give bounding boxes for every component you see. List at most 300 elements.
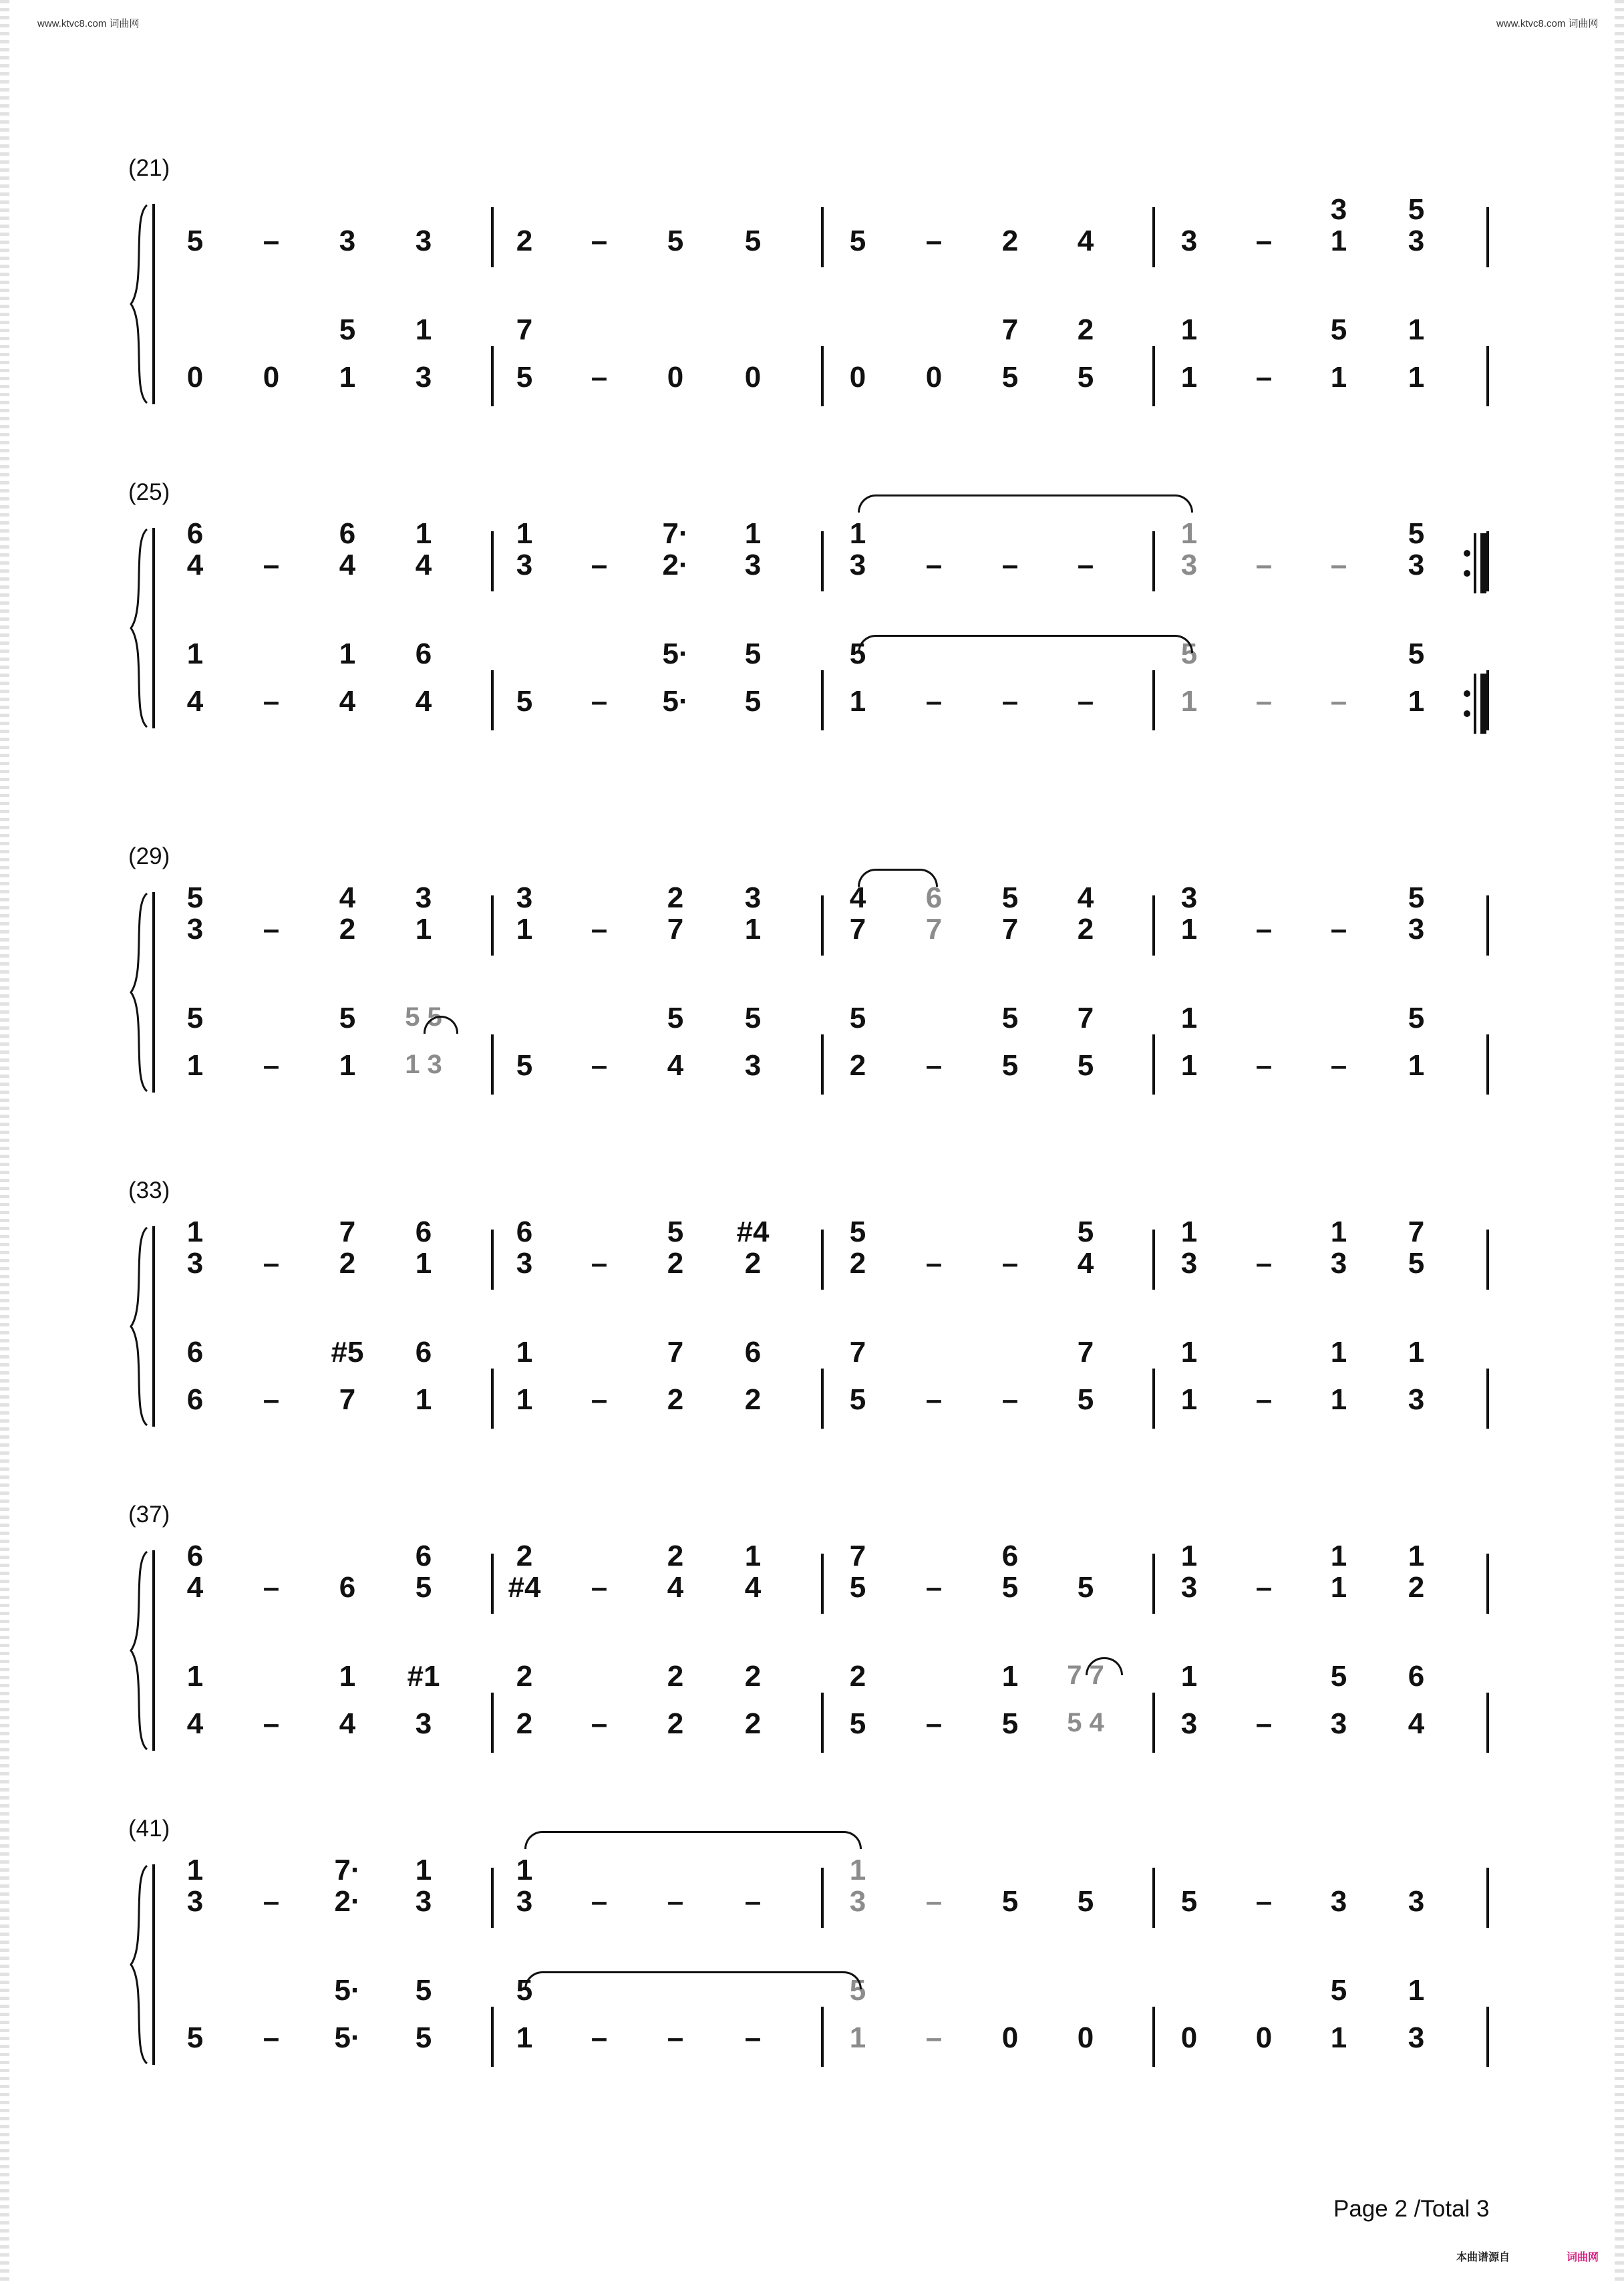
- bass-lower-note: 1: [1330, 361, 1347, 394]
- treble-lower-note: 3: [186, 1885, 204, 1918]
- bass-upper-note: 6: [744, 1336, 762, 1369]
- bass-lower-note: –: [1255, 361, 1273, 394]
- bass-lower-note: 5: [744, 685, 762, 718]
- treble-upper-note: 6: [339, 517, 356, 550]
- barline: [821, 207, 824, 267]
- tie-arc: [858, 494, 1193, 513]
- bass-upper-note: 1: [1180, 1002, 1198, 1034]
- system-line: [152, 892, 155, 1093]
- bass-lower-note: 1 3: [405, 1050, 442, 1079]
- header-right: www.ktvc8.com 词曲网: [1496, 18, 1599, 29]
- bass-upper-note: 7: [1077, 1336, 1094, 1369]
- treble-lower-note: 3: [339, 225, 356, 257]
- treble-upper-note: 4: [1077, 881, 1094, 914]
- barline: [491, 1693, 494, 1753]
- barline: [1152, 531, 1155, 591]
- treble-lower-note: 2: [1077, 913, 1094, 946]
- bass-lower-note: –: [591, 2021, 608, 2054]
- bass-lower-note: 1: [339, 361, 356, 394]
- bass-lower-note: 0: [1077, 2021, 1094, 2054]
- bass-lower-note: 0: [667, 361, 684, 394]
- bass-lower-note: 0: [186, 361, 204, 394]
- bass-lower-note: 4: [415, 685, 432, 718]
- bass-lower-note: 5: [1077, 1383, 1094, 1416]
- barline: [1152, 1369, 1155, 1429]
- barline: [1486, 1369, 1489, 1429]
- barline: [1486, 346, 1489, 406]
- bass-lower-note: 4: [1408, 1707, 1425, 1740]
- treble-lower-note: –: [591, 1571, 608, 1604]
- bass-upper-note: 6: [186, 1336, 204, 1369]
- barline: [491, 207, 494, 267]
- bass-upper-note: 2: [744, 1660, 762, 1693]
- treble-upper-note: 6: [1001, 1540, 1019, 1572]
- bass-lower-note: 5 4: [1067, 1708, 1104, 1737]
- treble-upper-note: 5: [186, 881, 204, 914]
- treble-upper-note: 7·: [662, 517, 689, 550]
- bass-lower-note: 4: [339, 1707, 356, 1740]
- treble-upper-note: #4: [736, 1216, 770, 1248]
- treble-upper-note: 2: [667, 881, 684, 914]
- bass-lower-note: 4: [186, 1707, 204, 1740]
- treble-lower-note: 1: [1330, 1571, 1347, 1604]
- treble-lower-note: 3: [516, 549, 533, 581]
- bass-lower-note: –: [925, 1707, 943, 1740]
- bass-lower-note: 0: [263, 361, 280, 394]
- treble-lower-note: 1: [744, 913, 762, 946]
- bass-lower-note: 5: [186, 2021, 204, 2054]
- treble-lower-note: 4: [415, 549, 432, 581]
- treble-lower-note: #4: [508, 1571, 541, 1604]
- barline: [491, 1554, 494, 1614]
- treble-lower-note: 7: [667, 913, 684, 946]
- treble-lower-note: 2: [516, 225, 533, 257]
- treble-lower-note: 3: [849, 549, 866, 581]
- system-line: [152, 1864, 155, 2065]
- treble-lower-note: 5: [1408, 1247, 1425, 1280]
- bass-upper-note: 5: [1330, 1974, 1347, 2007]
- treble-upper-note: 1: [186, 1854, 204, 1886]
- bass-lower-note: 1: [1180, 1383, 1198, 1416]
- treble-lower-note: 2·: [662, 549, 689, 581]
- treble-upper-note: 1: [744, 517, 762, 550]
- treble-lower-note: –: [1255, 1885, 1273, 1918]
- treble-lower-note: 1: [415, 1247, 432, 1280]
- treble-lower-note: 3: [516, 1247, 533, 1280]
- treble-upper-note: 3: [1330, 193, 1347, 226]
- system-sys21: [0, 155, 1624, 428]
- treble-lower-note: –: [263, 913, 280, 946]
- bass-lower-note: 5: [849, 1383, 866, 1416]
- treble-upper-note: 4: [849, 881, 866, 914]
- barline: [821, 1693, 824, 1753]
- barline: [1486, 1693, 1489, 1753]
- barline: [1152, 1034, 1155, 1095]
- system-brace: [127, 204, 154, 408]
- treble-lower-note: 4: [1077, 225, 1094, 257]
- barline: [821, 1034, 824, 1095]
- bass-lower-note: –: [925, 1383, 943, 1416]
- treble-lower-note: 3: [1330, 1247, 1347, 1280]
- bass-lower-note: 5: [516, 361, 533, 394]
- bass-upper-note: 7 7: [1067, 1661, 1104, 1690]
- bass-lower-note: –: [591, 1049, 608, 1082]
- tie-arc: [858, 869, 938, 887]
- treble-lower-note: –: [263, 1247, 280, 1280]
- bass-upper-note: 5: [516, 1974, 533, 2007]
- treble-lower-note: 2·: [334, 1885, 361, 1918]
- treble-lower-note: –: [591, 549, 608, 581]
- treble-lower-note: 1: [1330, 225, 1347, 257]
- treble-upper-note: 5: [1077, 1216, 1094, 1248]
- tie-arc: [524, 1831, 862, 1849]
- bass-lower-note: –: [263, 685, 280, 718]
- barline: [821, 670, 824, 730]
- bass-lower-note: 2: [667, 1383, 684, 1416]
- bass-lower-note: 5·: [334, 2021, 361, 2054]
- treble-lower-note: –: [1255, 1571, 1273, 1604]
- treble-upper-note: 2: [516, 1540, 533, 1572]
- bass-upper-note: 6: [415, 1336, 432, 1369]
- bass-upper-note: 5: [1330, 1660, 1347, 1693]
- bass-lower-note: 1: [1408, 1049, 1425, 1082]
- treble-lower-note: –: [1001, 549, 1019, 581]
- bass-upper-note: 6: [1408, 1660, 1425, 1693]
- bass-upper-note: 5·: [662, 637, 689, 670]
- treble-lower-note: –: [744, 1885, 762, 1918]
- bass-upper-note: 5: [1330, 313, 1347, 346]
- treble-lower-note: –: [263, 1885, 280, 1918]
- bass-lower-note: 1: [1330, 2021, 1347, 2054]
- treble-upper-note: 3: [516, 881, 533, 914]
- treble-lower-note: 5: [186, 225, 204, 257]
- barline: [1152, 1693, 1155, 1753]
- treble-lower-note: 7: [1001, 913, 1019, 946]
- page-number: Page 2 /Total 3: [1333, 2196, 1490, 2222]
- system-sys29: [0, 843, 1624, 1116]
- bass-lower-note: 1: [1408, 685, 1425, 718]
- bass-lower-note: 0: [1001, 2021, 1019, 2054]
- bass-lower-note: 1: [516, 1383, 533, 1416]
- treble-lower-note: 3: [415, 225, 432, 257]
- footer-source-note: 本曲谱源自: [1456, 2252, 1510, 2263]
- bass-lower-note: 1: [415, 1383, 432, 1416]
- treble-lower-note: 5: [849, 1571, 866, 1604]
- treble-upper-note: 1: [744, 1540, 762, 1572]
- barline: [1152, 1868, 1155, 1928]
- bass-upper-note: 1: [186, 1660, 204, 1693]
- bass-lower-note: 0: [1180, 2021, 1198, 2054]
- bass-upper-note: 5: [744, 637, 762, 670]
- treble-upper-note: 3: [744, 881, 762, 914]
- tie-arc: [858, 635, 1193, 653]
- bass-lower-note: –: [591, 361, 608, 394]
- bass-upper-note: 7: [516, 313, 533, 346]
- treble-lower-note: –: [1077, 549, 1094, 581]
- bass-lower-note: 3: [1180, 1707, 1198, 1740]
- bass-upper-note: 2: [1077, 313, 1094, 346]
- barline: [1486, 1554, 1489, 1614]
- bass-lower-note: 1: [849, 2021, 866, 2054]
- bass-upper-note: 1: [516, 1336, 533, 1369]
- treble-lower-note: –: [925, 225, 943, 257]
- footer-brand: 词曲网: [1567, 2252, 1599, 2263]
- bass-lower-note: –: [591, 1383, 608, 1416]
- bass-upper-note: 1: [186, 637, 204, 670]
- repeat-end-sign: [1463, 530, 1490, 600]
- treble-upper-note: 1: [186, 1216, 204, 1248]
- bass-lower-note: –: [1255, 1049, 1273, 1082]
- bass-lower-note: 5: [1077, 361, 1094, 394]
- system-brace: [127, 892, 154, 1096]
- barline: [491, 895, 494, 956]
- bass-lower-note: 1: [849, 685, 866, 718]
- treble-upper-note: 2: [667, 1540, 684, 1572]
- measure-number: (25): [128, 479, 170, 505]
- treble-upper-note: 6: [186, 1540, 204, 1572]
- treble-upper-note: 1: [1408, 1540, 1425, 1572]
- treble-lower-note: 6: [339, 1571, 356, 1604]
- treble-lower-note: 3: [1408, 913, 1425, 946]
- treble-upper-note: 6: [186, 517, 204, 550]
- barline: [1486, 207, 1489, 267]
- system-line: [152, 1226, 155, 1427]
- treble-lower-note: 1: [516, 913, 533, 946]
- treble-lower-note: 5: [1077, 1571, 1094, 1604]
- treble-lower-note: –: [591, 1247, 608, 1280]
- treble-upper-note: 1: [1180, 1540, 1198, 1572]
- system-sys41: [0, 1816, 1624, 2088]
- treble-upper-note: 6: [415, 1216, 432, 1248]
- barline: [1152, 346, 1155, 406]
- bass-lower-note: –: [1330, 685, 1347, 718]
- bass-upper-note: 1: [1408, 313, 1425, 346]
- barline: [1152, 207, 1155, 267]
- treble-lower-note: 2: [667, 1247, 684, 1280]
- treble-lower-note: 2: [744, 1247, 762, 1280]
- treble-upper-note: 3: [1180, 881, 1198, 914]
- bass-upper-note: 5: [1408, 637, 1425, 670]
- bass-upper-note: #5: [331, 1336, 364, 1369]
- treble-lower-note: 5: [1180, 1885, 1198, 1918]
- bass-upper-note: 1: [1408, 1336, 1425, 1369]
- bass-lower-note: –: [1255, 685, 1273, 718]
- treble-lower-note: 1: [415, 913, 432, 946]
- bass-upper-note: 5: [849, 1974, 866, 2007]
- treble-lower-note: 2: [339, 913, 356, 946]
- treble-lower-note: 3: [1408, 549, 1425, 581]
- bass-lower-note: 5: [516, 1049, 533, 1082]
- bass-lower-note: 5: [1001, 361, 1019, 394]
- barline: [821, 1369, 824, 1429]
- bass-upper-note: 1: [339, 637, 356, 670]
- barline: [821, 1230, 824, 1290]
- treble-lower-note: 2: [849, 1247, 866, 1280]
- treble-upper-note: 6: [925, 881, 943, 914]
- bass-upper-note: 5: [415, 1974, 432, 2007]
- bass-lower-note: –: [1255, 1383, 1273, 1416]
- treble-lower-note: 3: [1408, 225, 1425, 257]
- measure-number: (33): [128, 1177, 170, 1203]
- treble-upper-note: 1: [1180, 517, 1198, 550]
- treble-upper-note: 7: [849, 1540, 866, 1572]
- treble-lower-note: 4: [744, 1571, 762, 1604]
- bass-lower-note: 3: [744, 1049, 762, 1082]
- bass-lower-note: 3: [1408, 2021, 1425, 2054]
- barline: [821, 346, 824, 406]
- treble-lower-note: 3: [186, 1247, 204, 1280]
- treble-upper-note: 1: [516, 1854, 533, 1886]
- treble-lower-note: 3: [1180, 1247, 1198, 1280]
- treble-lower-note: 3: [1180, 1571, 1198, 1604]
- treble-lower-note: –: [263, 549, 280, 581]
- barline: [1486, 1230, 1489, 1290]
- treble-upper-note: 1: [849, 1854, 866, 1886]
- system-line: [152, 528, 155, 728]
- bass-upper-note: 5: [339, 1002, 356, 1034]
- treble-lower-note: 3: [1330, 1885, 1347, 1918]
- treble-lower-note: 7: [849, 913, 866, 946]
- barline: [1152, 895, 1155, 956]
- bass-upper-note: 5: [1001, 1002, 1019, 1034]
- bass-lower-note: –: [591, 1707, 608, 1740]
- treble-upper-note: 1: [849, 517, 866, 550]
- bass-lower-note: 3: [1330, 1707, 1347, 1740]
- bass-upper-note: 1: [1180, 1336, 1198, 1369]
- treble-lower-note: 3: [415, 1885, 432, 1918]
- treble-lower-note: –: [925, 1247, 943, 1280]
- bass-upper-note: 5: [667, 1002, 684, 1034]
- barline: [491, 1034, 494, 1095]
- bass-upper-note: 2: [667, 1660, 684, 1693]
- system-sys33: [0, 1177, 1624, 1450]
- treble-lower-note: –: [925, 1571, 943, 1604]
- bass-lower-note: 0: [744, 361, 762, 394]
- bass-lower-note: 5: [1001, 1707, 1019, 1740]
- bass-lower-note: 1: [1180, 685, 1198, 718]
- barline: [491, 531, 494, 591]
- treble-upper-note: 7·: [334, 1854, 361, 1886]
- bass-upper-note: 1: [1180, 313, 1198, 346]
- bass-upper-note: 5: [1408, 1002, 1425, 1034]
- bass-lower-note: 3: [415, 361, 432, 394]
- barline: [821, 2007, 824, 2067]
- system-brace: [127, 1550, 154, 1754]
- barline: [821, 895, 824, 956]
- treble-upper-note: 1: [516, 517, 533, 550]
- barline: [821, 1868, 824, 1928]
- bass-lower-note: 7: [339, 1383, 356, 1416]
- treble-upper-note: 1: [415, 1854, 432, 1886]
- header-left: www.ktvc8.com 词曲网: [37, 18, 140, 29]
- bass-upper-note: 1: [1001, 1660, 1019, 1693]
- measure-number: (29): [128, 843, 170, 869]
- system-brace: [127, 528, 154, 732]
- measure-number: (37): [128, 1502, 170, 1528]
- treble-lower-note: –: [1330, 549, 1347, 581]
- treble-upper-note: 3: [415, 881, 432, 914]
- treble-lower-note: –: [1330, 913, 1347, 946]
- bass-lower-note: 2: [516, 1707, 533, 1740]
- bass-lower-note: 2: [744, 1383, 762, 1416]
- treble-upper-note: 5: [667, 1216, 684, 1248]
- bass-lower-note: 6: [186, 1383, 204, 1416]
- tie-arc: [524, 1971, 862, 1989]
- treble-lower-note: –: [667, 1885, 684, 1918]
- treble-lower-note: –: [1001, 1247, 1019, 1280]
- treble-lower-note: 5: [667, 225, 684, 257]
- bass-upper-note: 1: [1330, 1336, 1347, 1369]
- bass-lower-note: 2: [744, 1707, 762, 1740]
- repeat-end-sign: [1463, 670, 1490, 740]
- bass-lower-note: –: [1001, 1383, 1019, 1416]
- bass-lower-note: 4: [186, 685, 204, 718]
- treble-lower-note: 3: [744, 549, 762, 581]
- barline: [491, 1369, 494, 1429]
- measure-number: (21): [128, 155, 170, 181]
- treble-upper-note: 6: [516, 1216, 533, 1248]
- treble-upper-note: 1: [1180, 1216, 1198, 1248]
- bass-lower-note: –: [591, 685, 608, 718]
- bass-lower-note: –: [1001, 685, 1019, 718]
- treble-lower-note: –: [263, 1571, 280, 1604]
- bass-upper-note: 7: [849, 1336, 866, 1369]
- bass-lower-note: 2: [667, 1707, 684, 1740]
- treble-lower-note: 5: [1077, 1885, 1094, 1918]
- system-line: [152, 1550, 155, 1751]
- treble-lower-note: 4: [667, 1571, 684, 1604]
- treble-upper-note: 6: [415, 1540, 432, 1572]
- treble-lower-note: 3: [1408, 1885, 1425, 1918]
- treble-lower-note: 2: [1001, 225, 1019, 257]
- bass-lower-note: –: [1255, 1707, 1273, 1740]
- barline: [1152, 1554, 1155, 1614]
- bass-lower-note: 1: [1408, 361, 1425, 394]
- treble-lower-note: 3: [849, 1885, 866, 1918]
- system-sys25: [0, 479, 1624, 752]
- bass-lower-note: –: [925, 1049, 943, 1082]
- treble-lower-note: –: [1255, 913, 1273, 946]
- bass-upper-note: 2: [516, 1660, 533, 1693]
- treble-lower-note: 1: [1180, 913, 1198, 946]
- bass-upper-note: 5·: [334, 1974, 361, 2007]
- treble-lower-note: –: [591, 913, 608, 946]
- barline: [491, 2007, 494, 2067]
- treble-lower-note: –: [263, 225, 280, 257]
- bass-lower-note: 0: [849, 361, 866, 394]
- treble-lower-note: –: [1255, 1247, 1273, 1280]
- treble-lower-note: –: [925, 549, 943, 581]
- treble-lower-note: 2: [1408, 1571, 1425, 1604]
- bass-upper-note: 5: [744, 1002, 762, 1034]
- bass-upper-note: 1: [339, 1660, 356, 1693]
- barline: [821, 531, 824, 591]
- barline: [1152, 1230, 1155, 1290]
- bass-upper-note: 6: [415, 637, 432, 670]
- measure-number: (41): [128, 1816, 170, 1842]
- bass-lower-note: –: [263, 1049, 280, 1082]
- bass-lower-note: –: [744, 2021, 762, 2054]
- bass-lower-note: –: [925, 685, 943, 718]
- treble-lower-note: –: [591, 1885, 608, 1918]
- barline: [491, 670, 494, 730]
- bass-upper-note: 1: [1408, 1974, 1425, 2007]
- treble-lower-note: 4: [1077, 1247, 1094, 1280]
- bass-lower-note: 5: [1001, 1049, 1019, 1082]
- bass-lower-note: –: [263, 2021, 280, 2054]
- bass-upper-note: 1: [1180, 1660, 1198, 1693]
- treble-lower-note: 7: [925, 913, 943, 946]
